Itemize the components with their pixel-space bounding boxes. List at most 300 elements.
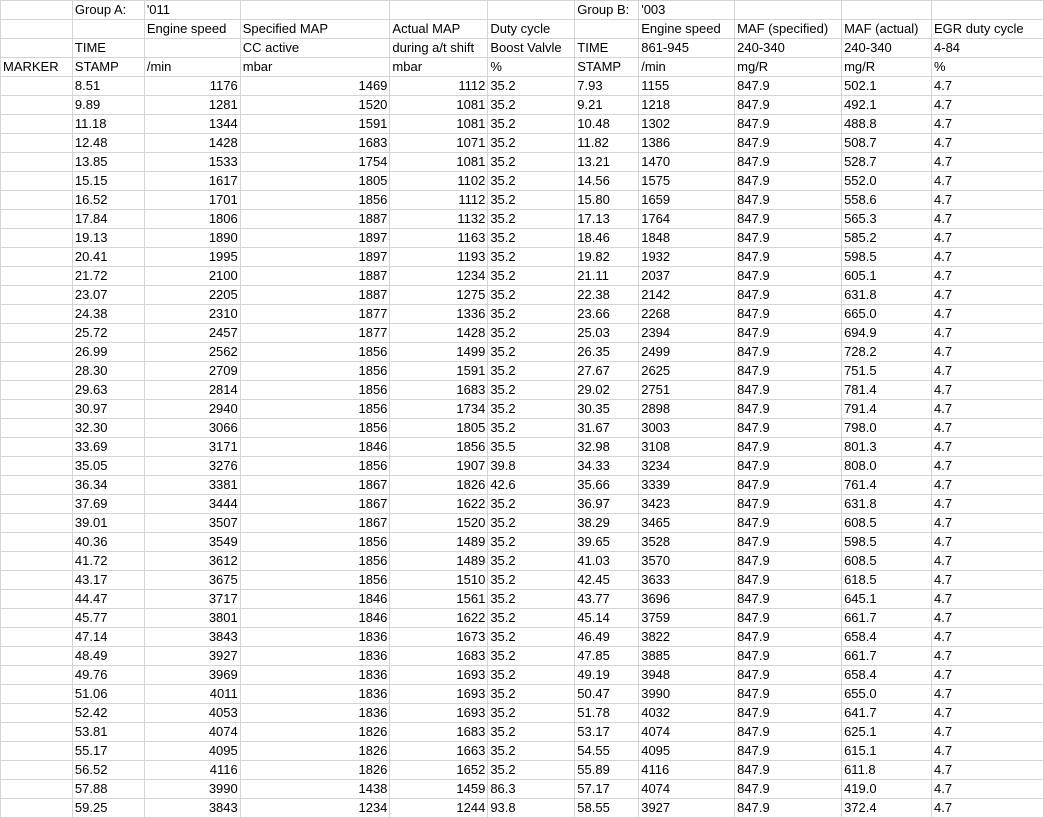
data-cell[interactable]: 13.21: [575, 153, 639, 172]
data-cell[interactable]: 36.34: [72, 476, 144, 495]
data-cell[interactable]: 15.80: [575, 191, 639, 210]
data-cell[interactable]: 38.29: [575, 514, 639, 533]
data-cell[interactable]: 3465: [639, 514, 735, 533]
data-cell[interactable]: 4.7: [932, 590, 1044, 609]
data-cell[interactable]: [1, 134, 73, 153]
header-cell[interactable]: Specified MAP: [240, 20, 390, 39]
data-cell[interactable]: 1163: [390, 229, 488, 248]
data-cell[interactable]: [1, 210, 73, 229]
data-cell[interactable]: 1848: [639, 229, 735, 248]
data-cell[interactable]: 25.03: [575, 324, 639, 343]
data-cell[interactable]: 847.9: [735, 457, 842, 476]
data-cell[interactable]: 1836: [240, 628, 390, 647]
data-cell[interactable]: [1, 96, 73, 115]
data-cell[interactable]: 1520: [240, 96, 390, 115]
data-cell[interactable]: 661.7: [842, 647, 932, 666]
data-cell[interactable]: 35.2: [488, 552, 575, 571]
data-cell[interactable]: 1470: [639, 153, 735, 172]
data-cell[interactable]: 847.9: [735, 438, 842, 457]
data-cell[interactable]: 4095: [639, 742, 735, 761]
data-cell[interactable]: 1652: [390, 761, 488, 780]
data-cell[interactable]: 2898: [639, 400, 735, 419]
data-cell[interactable]: 57.17: [575, 780, 639, 799]
data-cell[interactable]: 1856: [390, 438, 488, 457]
data-cell[interactable]: 1867: [240, 476, 390, 495]
data-cell[interactable]: 1764: [639, 210, 735, 229]
data-cell[interactable]: 49.76: [72, 666, 144, 685]
data-cell[interactable]: 25.72: [72, 324, 144, 343]
data-cell[interactable]: 1428: [390, 324, 488, 343]
data-cell[interactable]: 4.7: [932, 666, 1044, 685]
data-cell[interactable]: 618.5: [842, 571, 932, 590]
data-cell[interactable]: [1, 571, 73, 590]
data-cell[interactable]: 4.7: [932, 248, 1044, 267]
data-cell[interactable]: [1, 799, 73, 818]
data-cell[interactable]: 847.9: [735, 780, 842, 799]
data-cell[interactable]: [1, 191, 73, 210]
data-cell[interactable]: 4116: [639, 761, 735, 780]
data-cell[interactable]: 35.2: [488, 514, 575, 533]
data-cell[interactable]: 3003: [639, 419, 735, 438]
data-cell[interactable]: [1, 685, 73, 704]
data-cell[interactable]: 35.2: [488, 761, 575, 780]
data-cell[interactable]: 1846: [240, 590, 390, 609]
data-cell[interactable]: 35.2: [488, 362, 575, 381]
data-cell[interactable]: 1617: [144, 172, 240, 191]
data-cell[interactable]: [1, 552, 73, 571]
data-cell[interactable]: 35.2: [488, 628, 575, 647]
data-cell[interactable]: 4032: [639, 704, 735, 723]
data-cell[interactable]: 1856: [240, 571, 390, 590]
data-cell[interactable]: [1, 533, 73, 552]
data-cell[interactable]: 3507: [144, 514, 240, 533]
data-cell[interactable]: 29.02: [575, 381, 639, 400]
data-cell[interactable]: 1826: [240, 761, 390, 780]
header-cell[interactable]: [735, 1, 842, 20]
data-cell[interactable]: 847.9: [735, 400, 842, 419]
data-cell[interactable]: 35.5: [488, 438, 575, 457]
data-cell[interactable]: 565.3: [842, 210, 932, 229]
data-cell[interactable]: 791.4: [842, 400, 932, 419]
data-cell[interactable]: 35.2: [488, 742, 575, 761]
data-cell[interactable]: 1673: [390, 628, 488, 647]
data-cell[interactable]: 1887: [240, 267, 390, 286]
data-cell[interactable]: 3570: [639, 552, 735, 571]
data-cell[interactable]: 1734: [390, 400, 488, 419]
header-cell[interactable]: [144, 39, 240, 58]
data-cell[interactable]: 3066: [144, 419, 240, 438]
data-cell[interactable]: 56.52: [72, 761, 144, 780]
data-cell[interactable]: 4.7: [932, 381, 1044, 400]
data-cell[interactable]: 847.9: [735, 96, 842, 115]
data-cell[interactable]: 49.19: [575, 666, 639, 685]
data-cell[interactable]: 4.7: [932, 552, 1044, 571]
header-cell[interactable]: [575, 20, 639, 39]
data-cell[interactable]: 1386: [639, 134, 735, 153]
data-cell[interactable]: 3843: [144, 799, 240, 818]
data-cell[interactable]: 847.9: [735, 153, 842, 172]
data-cell[interactable]: 658.4: [842, 666, 932, 685]
data-cell[interactable]: 1836: [240, 685, 390, 704]
data-cell[interactable]: 4074: [144, 723, 240, 742]
data-cell[interactable]: 1459: [390, 780, 488, 799]
data-cell[interactable]: 1856: [240, 362, 390, 381]
data-cell[interactable]: 3759: [639, 609, 735, 628]
data-cell[interactable]: [1, 419, 73, 438]
data-cell[interactable]: [1, 362, 73, 381]
data-cell[interactable]: 35.2: [488, 248, 575, 267]
header-cell[interactable]: STAMP: [72, 58, 144, 77]
data-cell[interactable]: 1805: [390, 419, 488, 438]
data-cell[interactable]: 35.2: [488, 590, 575, 609]
data-cell[interactable]: 1575: [639, 172, 735, 191]
data-cell[interactable]: 2709: [144, 362, 240, 381]
data-cell[interactable]: 847.9: [735, 552, 842, 571]
data-cell[interactable]: 847.9: [735, 305, 842, 324]
data-cell[interactable]: 847.9: [735, 115, 842, 134]
header-cell[interactable]: Actual MAP: [390, 20, 488, 39]
data-cell[interactable]: 35.05: [72, 457, 144, 476]
data-cell[interactable]: 35.2: [488, 115, 575, 134]
data-cell[interactable]: 847.9: [735, 77, 842, 96]
data-cell[interactable]: 4.7: [932, 362, 1044, 381]
data-cell[interactable]: 1693: [390, 704, 488, 723]
header-cell[interactable]: '003: [639, 1, 735, 20]
header-cell[interactable]: [1, 1, 73, 20]
data-cell[interactable]: 558.6: [842, 191, 932, 210]
header-cell[interactable]: Duty cycle: [488, 20, 575, 39]
data-cell[interactable]: 9.89: [72, 96, 144, 115]
data-cell[interactable]: 4.7: [932, 172, 1044, 191]
data-cell[interactable]: 3927: [144, 647, 240, 666]
data-cell[interactable]: 4.7: [932, 191, 1044, 210]
data-cell[interactable]: 4.7: [932, 267, 1044, 286]
data-cell[interactable]: 1856: [240, 343, 390, 362]
data-cell[interactable]: 35.66: [575, 476, 639, 495]
data-cell[interactable]: 2562: [144, 343, 240, 362]
data-cell[interactable]: 4.7: [932, 229, 1044, 248]
header-cell[interactable]: Boost Valvle: [488, 39, 575, 58]
data-cell[interactable]: 3612: [144, 552, 240, 571]
data-cell[interactable]: 1234: [240, 799, 390, 818]
data-cell[interactable]: 4095: [144, 742, 240, 761]
data-cell[interactable]: 4.7: [932, 723, 1044, 742]
data-cell[interactable]: 1071: [390, 134, 488, 153]
data-cell[interactable]: 1428: [144, 134, 240, 153]
data-cell[interactable]: 4.7: [932, 305, 1044, 324]
data-cell[interactable]: [1, 77, 73, 96]
data-cell[interactable]: 847.9: [735, 229, 842, 248]
data-cell[interactable]: 3990: [639, 685, 735, 704]
data-cell[interactable]: 2205: [144, 286, 240, 305]
data-cell[interactable]: 13.85: [72, 153, 144, 172]
data-cell[interactable]: 1176: [144, 77, 240, 96]
data-cell[interactable]: 35.2: [488, 495, 575, 514]
data-cell[interactable]: [1, 343, 73, 362]
data-cell[interactable]: [1, 324, 73, 343]
data-cell[interactable]: 35.2: [488, 609, 575, 628]
header-cell[interactable]: [390, 1, 488, 20]
data-cell[interactable]: 35.2: [488, 191, 575, 210]
data-cell[interactable]: 608.5: [842, 552, 932, 571]
data-cell[interactable]: 1112: [390, 191, 488, 210]
data-cell[interactable]: 847.9: [735, 495, 842, 514]
data-cell[interactable]: 35.2: [488, 96, 575, 115]
data-cell[interactable]: 1112: [390, 77, 488, 96]
data-cell[interactable]: 658.4: [842, 628, 932, 647]
data-cell[interactable]: 1836: [240, 704, 390, 723]
data-cell[interactable]: 4.7: [932, 761, 1044, 780]
data-cell[interactable]: 21.72: [72, 267, 144, 286]
data-cell[interactable]: 35.2: [488, 324, 575, 343]
data-cell[interactable]: 4.7: [932, 115, 1044, 134]
data-cell[interactable]: 801.3: [842, 438, 932, 457]
data-cell[interactable]: 52.42: [72, 704, 144, 723]
data-cell[interactable]: 54.55: [575, 742, 639, 761]
data-cell[interactable]: 51.06: [72, 685, 144, 704]
data-cell[interactable]: 728.2: [842, 343, 932, 362]
data-cell[interactable]: 847.9: [735, 761, 842, 780]
data-cell[interactable]: 1683: [390, 647, 488, 666]
data-cell[interactable]: 665.0: [842, 305, 932, 324]
data-cell[interactable]: 4.7: [932, 324, 1044, 343]
data-cell[interactable]: 847.9: [735, 742, 842, 761]
header-cell[interactable]: [932, 1, 1044, 20]
data-cell[interactable]: 3948: [639, 666, 735, 685]
data-cell[interactable]: 608.5: [842, 514, 932, 533]
data-cell[interactable]: 1683: [390, 381, 488, 400]
data-cell[interactable]: 625.1: [842, 723, 932, 742]
data-cell[interactable]: 2814: [144, 381, 240, 400]
data-cell[interactable]: 39.01: [72, 514, 144, 533]
data-cell[interactable]: 53.17: [575, 723, 639, 742]
header-cell[interactable]: MAF (actual): [842, 20, 932, 39]
data-cell[interactable]: [1, 438, 73, 457]
data-cell[interactable]: 32.30: [72, 419, 144, 438]
data-cell[interactable]: 58.55: [575, 799, 639, 818]
data-cell[interactable]: 508.7: [842, 134, 932, 153]
data-cell[interactable]: 552.0: [842, 172, 932, 191]
data-cell[interactable]: [1, 780, 73, 799]
header-cell[interactable]: mbar: [240, 58, 390, 77]
data-cell[interactable]: 645.1: [842, 590, 932, 609]
data-cell[interactable]: 3927: [639, 799, 735, 818]
data-cell[interactable]: 4.7: [932, 419, 1044, 438]
data-cell[interactable]: 4.7: [932, 134, 1044, 153]
data-cell[interactable]: 847.9: [735, 286, 842, 305]
data-cell[interactable]: 798.0: [842, 419, 932, 438]
data-cell[interactable]: 847.9: [735, 343, 842, 362]
data-cell[interactable]: 43.17: [72, 571, 144, 590]
data-cell[interactable]: 1754: [240, 153, 390, 172]
data-cell[interactable]: 59.25: [72, 799, 144, 818]
data-cell[interactable]: 20.41: [72, 248, 144, 267]
data-cell[interactable]: 29.63: [72, 381, 144, 400]
data-cell[interactable]: 1995: [144, 248, 240, 267]
header-cell[interactable]: '011: [144, 1, 240, 20]
header-cell[interactable]: [1, 39, 73, 58]
data-cell[interactable]: 26.99: [72, 343, 144, 362]
data-cell[interactable]: 35.2: [488, 571, 575, 590]
data-cell[interactable]: 47.85: [575, 647, 639, 666]
data-cell[interactable]: 847.9: [735, 381, 842, 400]
data-cell[interactable]: 1846: [240, 438, 390, 457]
data-cell[interactable]: 1234: [390, 267, 488, 286]
data-cell[interactable]: 1155: [639, 77, 735, 96]
header-cell[interactable]: during a/t shift: [390, 39, 488, 58]
data-cell[interactable]: 2037: [639, 267, 735, 286]
header-cell[interactable]: [240, 1, 390, 20]
data-cell[interactable]: 3801: [144, 609, 240, 628]
data-cell[interactable]: 47.14: [72, 628, 144, 647]
data-cell[interactable]: 1877: [240, 305, 390, 324]
data-cell[interactable]: 4053: [144, 704, 240, 723]
data-cell[interactable]: 1520: [390, 514, 488, 533]
data-cell[interactable]: 4.7: [932, 704, 1044, 723]
data-cell[interactable]: [1, 609, 73, 628]
data-cell[interactable]: 1591: [240, 115, 390, 134]
data-cell[interactable]: 847.9: [735, 704, 842, 723]
data-cell[interactable]: 4.7: [932, 286, 1044, 305]
data-cell[interactable]: 53.81: [72, 723, 144, 742]
data-cell[interactable]: 1244: [390, 799, 488, 818]
data-cell[interactable]: 1663: [390, 742, 488, 761]
header-cell[interactable]: [1, 20, 73, 39]
data-cell[interactable]: 35.2: [488, 153, 575, 172]
data-cell[interactable]: 31.67: [575, 419, 639, 438]
data-cell[interactable]: 488.8: [842, 115, 932, 134]
data-cell[interactable]: 1897: [240, 248, 390, 267]
header-cell[interactable]: Engine speed: [639, 20, 735, 39]
data-cell[interactable]: 4.7: [932, 514, 1044, 533]
data-cell[interactable]: 3528: [639, 533, 735, 552]
data-cell[interactable]: 4.7: [932, 153, 1044, 172]
data-cell[interactable]: 847.9: [735, 419, 842, 438]
data-cell[interactable]: 9.21: [575, 96, 639, 115]
data-cell[interactable]: 4.7: [932, 210, 1044, 229]
data-cell[interactable]: 847.9: [735, 799, 842, 818]
data-cell[interactable]: 14.56: [575, 172, 639, 191]
data-cell[interactable]: 7.93: [575, 77, 639, 96]
data-cell[interactable]: 51.78: [575, 704, 639, 723]
data-cell[interactable]: 761.4: [842, 476, 932, 495]
data-cell[interactable]: 2310: [144, 305, 240, 324]
data-cell[interactable]: 4116: [144, 761, 240, 780]
data-cell[interactable]: 1887: [240, 210, 390, 229]
data-cell[interactable]: 847.9: [735, 590, 842, 609]
data-cell[interactable]: [1, 495, 73, 514]
data-cell[interactable]: 2751: [639, 381, 735, 400]
data-cell[interactable]: [1, 115, 73, 134]
data-cell[interactable]: 847.9: [735, 723, 842, 742]
header-cell[interactable]: [488, 1, 575, 20]
header-cell[interactable]: %: [488, 58, 575, 77]
data-cell[interactable]: 1693: [390, 685, 488, 704]
data-cell[interactable]: [1, 172, 73, 191]
data-cell[interactable]: 781.4: [842, 381, 932, 400]
header-cell[interactable]: 240-340: [735, 39, 842, 58]
data-cell[interactable]: 1683: [390, 723, 488, 742]
data-cell[interactable]: 3234: [639, 457, 735, 476]
data-cell[interactable]: 32.98: [575, 438, 639, 457]
data-cell[interactable]: 35.2: [488, 419, 575, 438]
data-cell[interactable]: 847.9: [735, 647, 842, 666]
data-cell[interactable]: [1, 666, 73, 685]
data-cell[interactable]: 35.2: [488, 229, 575, 248]
data-cell[interactable]: 528.7: [842, 153, 932, 172]
data-cell[interactable]: [1, 590, 73, 609]
data-cell[interactable]: 1489: [390, 552, 488, 571]
data-cell[interactable]: 35.2: [488, 343, 575, 362]
data-cell[interactable]: 11.82: [575, 134, 639, 153]
data-cell[interactable]: 42.6: [488, 476, 575, 495]
data-cell[interactable]: 1836: [240, 647, 390, 666]
data-cell[interactable]: 17.84: [72, 210, 144, 229]
data-cell[interactable]: 3423: [639, 495, 735, 514]
data-cell[interactable]: 1102: [390, 172, 488, 191]
data-cell[interactable]: 847.9: [735, 628, 842, 647]
data-cell[interactable]: 847.9: [735, 324, 842, 343]
data-cell[interactable]: 585.2: [842, 229, 932, 248]
data-cell[interactable]: [1, 305, 73, 324]
header-cell[interactable]: 240-340: [842, 39, 932, 58]
data-cell[interactable]: 1897: [240, 229, 390, 248]
data-cell[interactable]: 4074: [639, 723, 735, 742]
data-cell[interactable]: 41.72: [72, 552, 144, 571]
data-cell[interactable]: 3444: [144, 495, 240, 514]
data-cell[interactable]: 1856: [240, 381, 390, 400]
data-cell[interactable]: 35.2: [488, 685, 575, 704]
header-cell[interactable]: mg/R: [842, 58, 932, 77]
data-cell[interactable]: 4.7: [932, 495, 1044, 514]
data-cell[interactable]: 1856: [240, 533, 390, 552]
data-cell[interactable]: 502.1: [842, 77, 932, 96]
data-cell[interactable]: 10.48: [575, 115, 639, 134]
data-cell[interactable]: 1336: [390, 305, 488, 324]
data-cell[interactable]: 39.8: [488, 457, 575, 476]
data-cell[interactable]: 1622: [390, 495, 488, 514]
data-cell[interactable]: 55.17: [72, 742, 144, 761]
data-cell[interactable]: 4.7: [932, 647, 1044, 666]
data-cell[interactable]: 23.07: [72, 286, 144, 305]
data-cell[interactable]: 4.7: [932, 799, 1044, 818]
data-cell[interactable]: 808.0: [842, 457, 932, 476]
header-cell[interactable]: Group A:: [72, 1, 144, 20]
data-cell[interactable]: 16.52: [72, 191, 144, 210]
data-cell[interactable]: 3675: [144, 571, 240, 590]
data-cell[interactable]: 45.77: [72, 609, 144, 628]
data-cell[interactable]: 1856: [240, 191, 390, 210]
data-cell[interactable]: 847.9: [735, 666, 842, 685]
data-cell[interactable]: 3108: [639, 438, 735, 457]
data-cell[interactable]: [1, 457, 73, 476]
data-cell[interactable]: 35.2: [488, 77, 575, 96]
data-cell[interactable]: 3990: [144, 780, 240, 799]
data-cell[interactable]: [1, 723, 73, 742]
data-cell[interactable]: [1, 704, 73, 723]
data-cell[interactable]: 1701: [144, 191, 240, 210]
data-cell[interactable]: [1, 476, 73, 495]
data-cell[interactable]: 847.9: [735, 533, 842, 552]
data-cell[interactable]: 44.47: [72, 590, 144, 609]
data-cell[interactable]: 34.33: [575, 457, 639, 476]
data-cell[interactable]: 661.7: [842, 609, 932, 628]
data-cell[interactable]: 1591: [390, 362, 488, 381]
data-cell[interactable]: 4.7: [932, 438, 1044, 457]
data-cell[interactable]: 28.30: [72, 362, 144, 381]
data-cell[interactable]: 1856: [240, 457, 390, 476]
data-cell[interactable]: 1275: [390, 286, 488, 305]
